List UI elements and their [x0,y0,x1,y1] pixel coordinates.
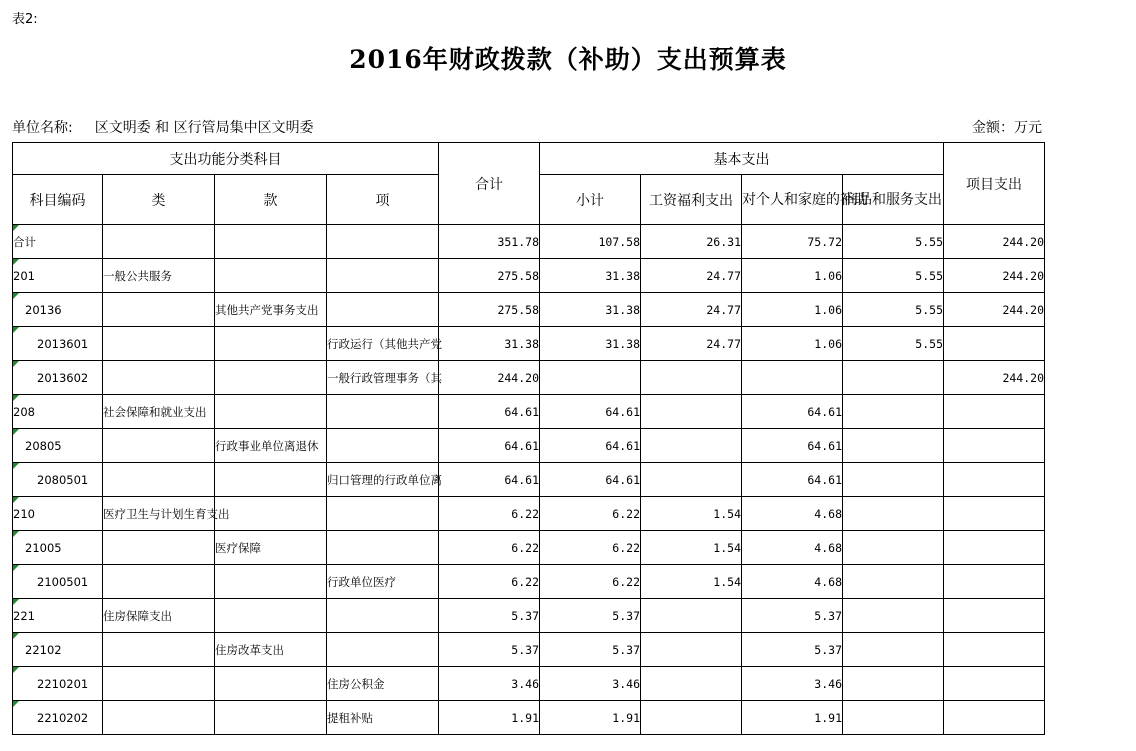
cell-subtotal: 31.38 [540,259,641,293]
cell-code: 2210201 [13,667,103,701]
table-row [13,395,1045,429]
cell-project [944,565,1045,599]
cell-project [944,327,1045,361]
table-row [13,293,1045,327]
cell-lei [103,429,215,463]
header-code: 科目编码 [13,175,103,225]
cell-kuan [215,463,327,497]
cell-goods: 5.55 [843,293,944,327]
cell-project [944,497,1045,531]
cell-goods [843,497,944,531]
cell-lei [103,293,215,327]
cell-xiang: 行政运行（其他共产党 [327,327,439,361]
cell-total: 6.22 [439,531,540,565]
cell-total: 5.37 [439,633,540,667]
cell-xiang: 提租补贴 [327,701,439,735]
cell-subtotal: 5.37 [540,599,641,633]
cell-goods [843,599,944,633]
cell-xiang: 归口管理的行政单位离 [327,463,439,497]
header-xiang: 项 [327,175,439,225]
cell-personal: 5.37 [742,599,843,633]
page-title: 2016年财政拨款（补助）支出预算表 [349,45,787,74]
cell-wages: 26.31 [641,225,742,259]
cell-wages: 24.77 [641,259,742,293]
cell-personal: 64.61 [742,463,843,497]
cell-total: 244.20 [439,361,540,395]
cell-total: 275.58 [439,259,540,293]
cell-lei: 医疗卫生与计划生育支出 [103,497,215,531]
cell-total: 351.78 [439,225,540,259]
cell-code: 20805 [13,429,103,463]
cell-project: 244.20 [944,259,1045,293]
cell-xiang [327,531,439,565]
cell-wages [641,429,742,463]
cell-lei: 一般公共服务 [103,259,215,293]
cell-lei [103,667,215,701]
cell-xiang [327,497,439,531]
cell-subtotal: 6.22 [540,565,641,599]
cell-project [944,667,1045,701]
cell-goods: 5.55 [843,259,944,293]
header-classification: 支出功能分类科目 [13,143,439,175]
cell-xiang [327,633,439,667]
cell-code: 221 [13,599,103,633]
cell-kuan [215,225,327,259]
header-goods: 商品和服务支出 [843,175,944,225]
cell-wages: 1.54 [641,497,742,531]
cell-xiang [327,225,439,259]
cell-code: 20136 [13,293,103,327]
header-basic: 基本支出 [540,143,944,175]
table-row [13,497,1045,531]
cell-personal: 5.37 [742,633,843,667]
cell-project: 244.20 [944,293,1045,327]
table-row [13,259,1045,293]
cell-subtotal: 3.46 [540,667,641,701]
cell-lei: 社会保障和就业支出 [103,395,215,429]
cell-code: 210 [13,497,103,531]
header-total: 合计 [439,143,540,225]
cell-project [944,463,1045,497]
cell-project [944,395,1045,429]
cell-kuan: 住房改革支出 [215,633,327,667]
cell-project [944,531,1045,565]
cell-goods [843,565,944,599]
cell-subtotal: 5.37 [540,633,641,667]
cell-total: 64.61 [439,463,540,497]
table-body [13,225,1045,735]
cell-total: 1.91 [439,701,540,735]
cell-goods [843,667,944,701]
cell-personal: 1.06 [742,327,843,361]
cell-xiang [327,293,439,327]
cell-goods [843,701,944,735]
cell-kuan [215,497,327,531]
cell-lei [103,531,215,565]
cell-project: 244.20 [944,361,1045,395]
cell-personal: 1.06 [742,259,843,293]
cell-code: 201 [13,259,103,293]
cell-project [944,633,1045,667]
cell-code: 2210202 [13,701,103,735]
cell-total: 275.58 [439,293,540,327]
cell-total: 3.46 [439,667,540,701]
cell-subtotal: 64.61 [540,429,641,463]
cell-wages: 1.54 [641,565,742,599]
cell-xiang [327,429,439,463]
header-personal: 对个人和家庭的补助 [742,175,843,225]
cell-code: 2013602 [13,361,103,395]
cell-lei [103,361,215,395]
cell-lei [103,225,215,259]
table-row [13,327,1045,361]
cell-subtotal: 6.22 [540,531,641,565]
cell-kuan [215,599,327,633]
cell-subtotal: 64.61 [540,463,641,497]
cell-personal: 4.68 [742,531,843,565]
cell-goods: 5.55 [843,225,944,259]
cell-lei: 住房保障支出 [103,599,215,633]
cell-lei [103,701,215,735]
cell-personal [742,361,843,395]
cell-xiang [327,259,439,293]
cell-wages [641,395,742,429]
cell-code: 2100501 [13,565,103,599]
cell-total: 6.22 [439,497,540,531]
cell-lei [103,327,215,361]
cell-lei [103,565,215,599]
amount-unit: 金额：万元 [972,120,1042,136]
table-row [13,565,1045,599]
cell-kuan [215,395,327,429]
unit-value: 区文明委 和 区行管局集中区文明委 [94,120,314,136]
cell-goods [843,633,944,667]
cell-xiang: 一般行政管理事务（其 [327,361,439,395]
cell-goods: 5.55 [843,327,944,361]
cell-goods [843,463,944,497]
table-label: 表2: [12,12,38,27]
cell-subtotal: 64.61 [540,395,641,429]
cell-code: 2013601 [13,327,103,361]
cell-code: 合计 [13,225,103,259]
table-row [13,633,1045,667]
cell-project: 244.20 [944,225,1045,259]
cell-total: 64.61 [439,395,540,429]
cell-personal: 4.68 [742,497,843,531]
cell-wages: 24.77 [641,327,742,361]
cell-code: 208 [13,395,103,429]
cell-kuan [215,565,327,599]
cell-personal: 64.61 [742,395,843,429]
cell-goods [843,361,944,395]
table-row [13,599,1045,633]
table-row [13,531,1045,565]
unit-label: 单位名称: [12,120,73,136]
cell-code: 22102 [13,633,103,667]
table-row [13,701,1045,735]
cell-project [944,599,1045,633]
cell-kuan: 其他共产党事务支出 [215,293,327,327]
table-row [13,361,1045,395]
table-row [13,225,1045,259]
cell-personal: 4.68 [742,565,843,599]
cell-total: 31.38 [439,327,540,361]
cell-personal: 75.72 [742,225,843,259]
cell-wages [641,701,742,735]
cell-total: 5.37 [439,599,540,633]
cell-kuan [215,327,327,361]
cell-code: 2080501 [13,463,103,497]
budget-table [12,142,1045,735]
header-kuan: 款 [215,175,327,225]
table-row [13,463,1045,497]
cell-xiang: 住房公积金 [327,667,439,701]
table-row [13,429,1045,463]
cell-personal: 1.06 [742,293,843,327]
cell-subtotal [540,361,641,395]
unit-line [12,117,314,137]
cell-wages: 1.54 [641,531,742,565]
cell-subtotal: 1.91 [540,701,641,735]
cell-kuan [215,701,327,735]
cell-wages: 24.77 [641,293,742,327]
cell-wages [641,463,742,497]
cell-goods [843,395,944,429]
header-wages: 工资福利支出 [641,175,742,225]
cell-subtotal: 107.58 [540,225,641,259]
cell-personal: 64.61 [742,429,843,463]
cell-project [944,429,1045,463]
cell-lei [103,463,215,497]
cell-kuan [215,259,327,293]
cell-subtotal: 31.38 [540,327,641,361]
cell-lei [103,633,215,667]
cell-kuan: 行政事业单位离退休 [215,429,327,463]
table-row [13,667,1045,701]
cell-kuan: 医疗保障 [215,531,327,565]
cell-subtotal: 31.38 [540,293,641,327]
cell-kuan [215,667,327,701]
cell-code: 21005 [13,531,103,565]
cell-xiang [327,599,439,633]
header-subtotal: 小计 [540,175,641,225]
header-project: 项目支出 [944,143,1045,225]
cell-wages [641,667,742,701]
cell-kuan [215,361,327,395]
header-lei: 类 [103,175,215,225]
cell-wages [641,633,742,667]
cell-xiang: 行政单位医疗 [327,565,439,599]
cell-total: 64.61 [439,429,540,463]
cell-xiang [327,395,439,429]
cell-total: 6.22 [439,565,540,599]
cell-goods [843,531,944,565]
cell-wages [641,599,742,633]
cell-personal: 1.91 [742,701,843,735]
cell-goods [843,429,944,463]
cell-project [944,701,1045,735]
cell-personal: 3.46 [742,667,843,701]
cell-subtotal: 6.22 [540,497,641,531]
cell-wages [641,361,742,395]
